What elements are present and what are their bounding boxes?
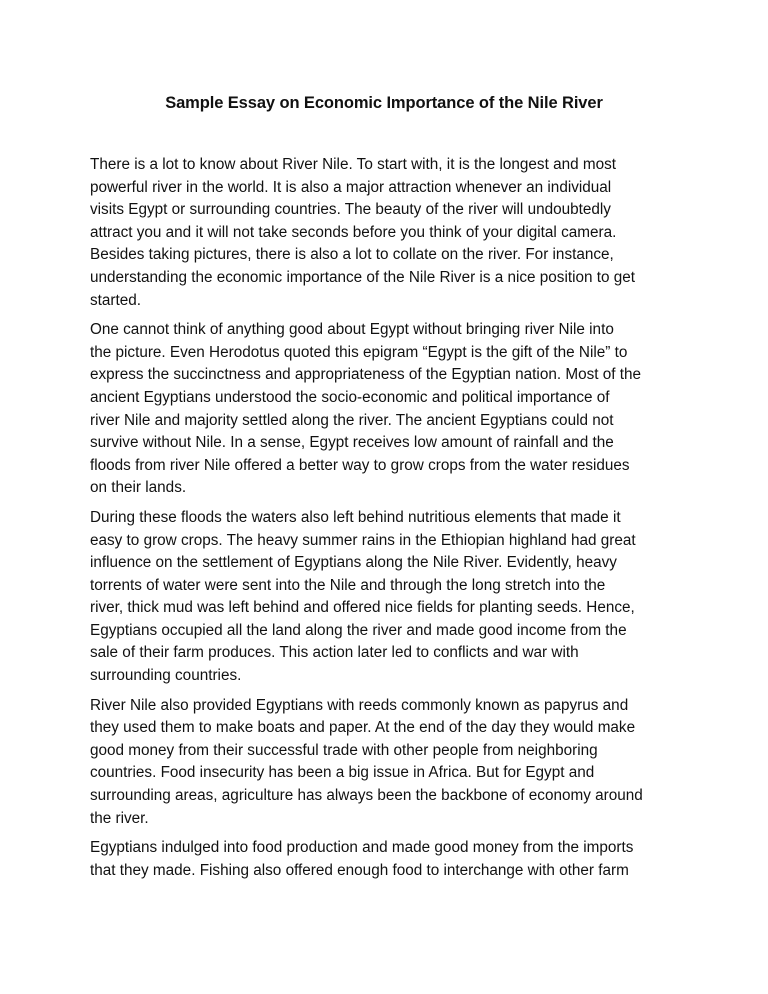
paragraph-5 (90, 837, 678, 882)
text-line: surrounding countries. (90, 667, 242, 685)
text-line: ancient Egyptians understood the socio-economic and political importance of (90, 388, 610, 406)
text-line: express the succinctness and appropriateness of the Egyptian nation. Most of the (90, 366, 642, 384)
text-line: good money from their successful trade with other people from neighboring (90, 741, 598, 759)
text-line: countries. Food insecurity has been a big issue in Africa. But for Egypt and (90, 764, 595, 782)
text-line: river Nile and majority settled along the river. The ancient Egyptians could not (90, 411, 614, 429)
text-line: that they made. Fishing also offered enough food to interchange with other farm (90, 861, 629, 879)
text-line: River Nile also provided Egyptians with reeds commonly known as papyrus and (90, 696, 629, 714)
text-line: attract you and it will not take seconds before you think of your digital camera. (90, 223, 617, 241)
paragraph-1 (90, 154, 678, 312)
text-line: powerful river in the world. It is also a major attraction whenever an individual (90, 178, 612, 196)
text-line: the river. (90, 809, 149, 827)
text-line: sale of their farm produces. This action later led to conflicts and war with (90, 644, 579, 662)
text-line: Egyptians occupied all the land along the river and made good income from the (90, 621, 627, 639)
document-title: Sample Essay on Economic Importance of the Nile River (165, 94, 603, 112)
text-line: Egyptians indulged into food production and made good money from the imports (90, 839, 634, 857)
text-line: influence on the settlement of Egyptians along the Nile River. Evidently, heavy (90, 554, 617, 572)
text-line: survive without Nile. In a sense, Egypt receives low amount of rainfall and the (90, 434, 614, 452)
text-line: torrents of water were sent into the Nile and through the long stretch into the (90, 576, 606, 594)
paragraph-3 (90, 507, 678, 688)
text-line: There is a lot to know about River Nile. To start with, it is the longest and most (90, 156, 617, 173)
text-line: understanding the economic importance of the Nile River is a nice position to get (90, 268, 636, 286)
paragraph-4 (90, 695, 678, 831)
text-line: started. (90, 291, 142, 309)
document-body (90, 154, 678, 889)
text-line: visits Egypt or surrounding countries. The beauty of the river will undoubtedly (90, 201, 611, 219)
text-line: on their lands. (90, 479, 187, 497)
text-line: river, thick mud was left behind and offered nice fields for planting seeds. Hence, (90, 599, 635, 617)
text-line: surrounding areas, agriculture has always been the backbone of economy around (90, 787, 643, 805)
text-line: the picture. Even Herodotus quoted this epigram “Egypt is the gift of the Nile” to (90, 343, 628, 361)
text-line: they used them to make boats and paper. At the end of the day they would make (90, 719, 636, 737)
text-line: During these floods the waters also left behind nutritious elements that made it (90, 508, 621, 526)
text-line: Besides taking pictures, there is also a lot to collate on the river. For instance, (90, 246, 614, 264)
text-line: floods from river Nile offered a better way to grow crops from the water residues (90, 456, 630, 474)
text-line: easy to grow crops. The heavy summer rains in the Ethiopian highland had great (90, 531, 636, 549)
paragraph-2 (90, 319, 678, 500)
text-line: One cannot think of anything good about Egypt without bringing river Nile into (90, 321, 614, 339)
